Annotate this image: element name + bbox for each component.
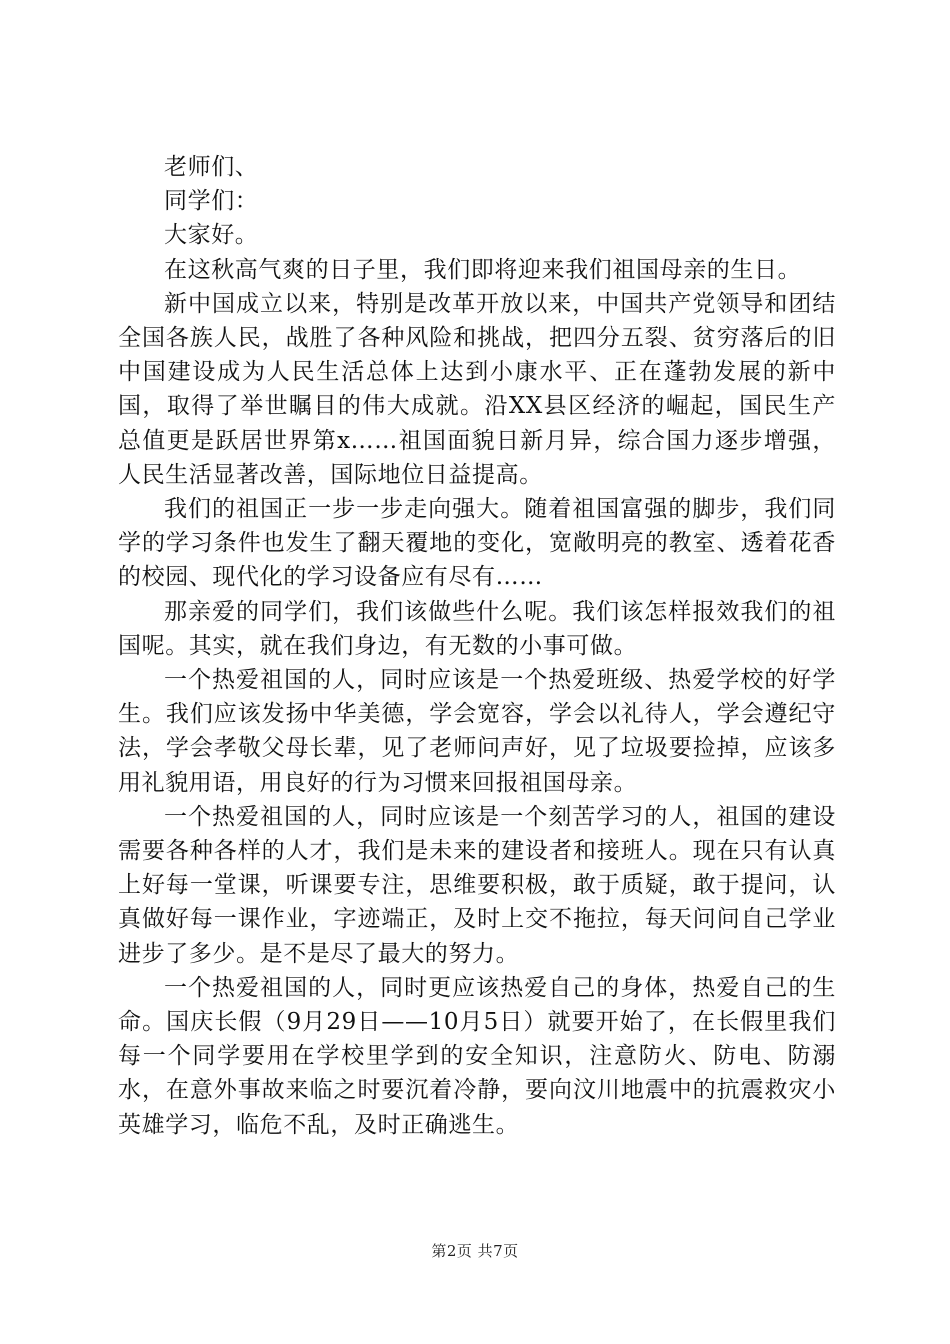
salutation-teachers: 老师们、	[164, 154, 259, 180]
salutation-students: 同学们：	[164, 188, 259, 215]
paragraph-safety: 一个热爱祖国的人，同时更应该热爱自己的身体，热爱自己的生命。国庆长假（9月29日——10月5日）就要开始了，在长假里我们每一个同学要用在学校里学到的安全知识，注意防火、防电、防溺水，在意外事故来临之时要沉着冷静，要向汶川地震中的抗震救灾小英雄学习，临危不乱，及时正确逃生。	[118, 974, 836, 1138]
page-number-footer: 第2页 共7页	[431, 1242, 519, 1260]
paragraph-good-student: 一个热爱祖国的人，同时应该是一个热爱班级、热爱学校的好学生。我们应该发扬中华美德，学会宽容，学会以礼待人，学会遵纪守法，学会孝敬父母长辈，见了老师问声好，见了垃圾要捡掉，应该多用礼貌用语，用良好的行为习惯来回报祖国母亲。	[118, 667, 836, 796]
paragraph-question: 那亲爱的同学们，我们该做些什么呢。我们该怎样报效我们的祖国呢。其实，就在我们身边，有无数的小事可做。	[118, 598, 836, 659]
paragraph-conditions: 我们的祖国正一步一步走向强大。随着祖国富强的脚步，我们同学的学习条件也发生了翻天覆地的变化，宽敞明亮的教室、透着花香的校园、现代化的学习设备应有尽有……	[118, 496, 836, 591]
paragraph-intro: 在这秋高气爽的日子里，我们即将迎来我们祖国母亲的生日。	[164, 256, 802, 283]
paragraph-study: 一个热爱祖国的人，同时应该是一个刻苦学习的人，祖国的建设需要各种各样的人才，我们是未来的建设者和接班人。现在只有认真上好每一堂课，听课要专注，思维要积极，敢于质疑，敢于提问，认真做好每一课作业，字迹端正，及时上交不拖拉，每天问问自己学业进步了多少。是不是尽了最大的努力。	[118, 803, 836, 967]
document-body	[118, 150, 836, 1142]
greeting: 大家好。	[164, 222, 259, 249]
paragraph-achievements: 新中国成立以来，特别是改革开放以来，中国共产党领导和团结全国各族人民，战胜了各种风险和挑战，把四分五裂、贫穷落后的旧中国建设成为人民生活总体上达到小康水平、正在蓬勃发展的新中国，取得了举世瞩目的伟大成就。沿XX县区经济的崛起，国民生产总值更是跃居世界第x……祖国面貌日新月异，综合国力逐步增强，人民生活显著改善，国际地位日益提高。	[118, 290, 836, 488]
